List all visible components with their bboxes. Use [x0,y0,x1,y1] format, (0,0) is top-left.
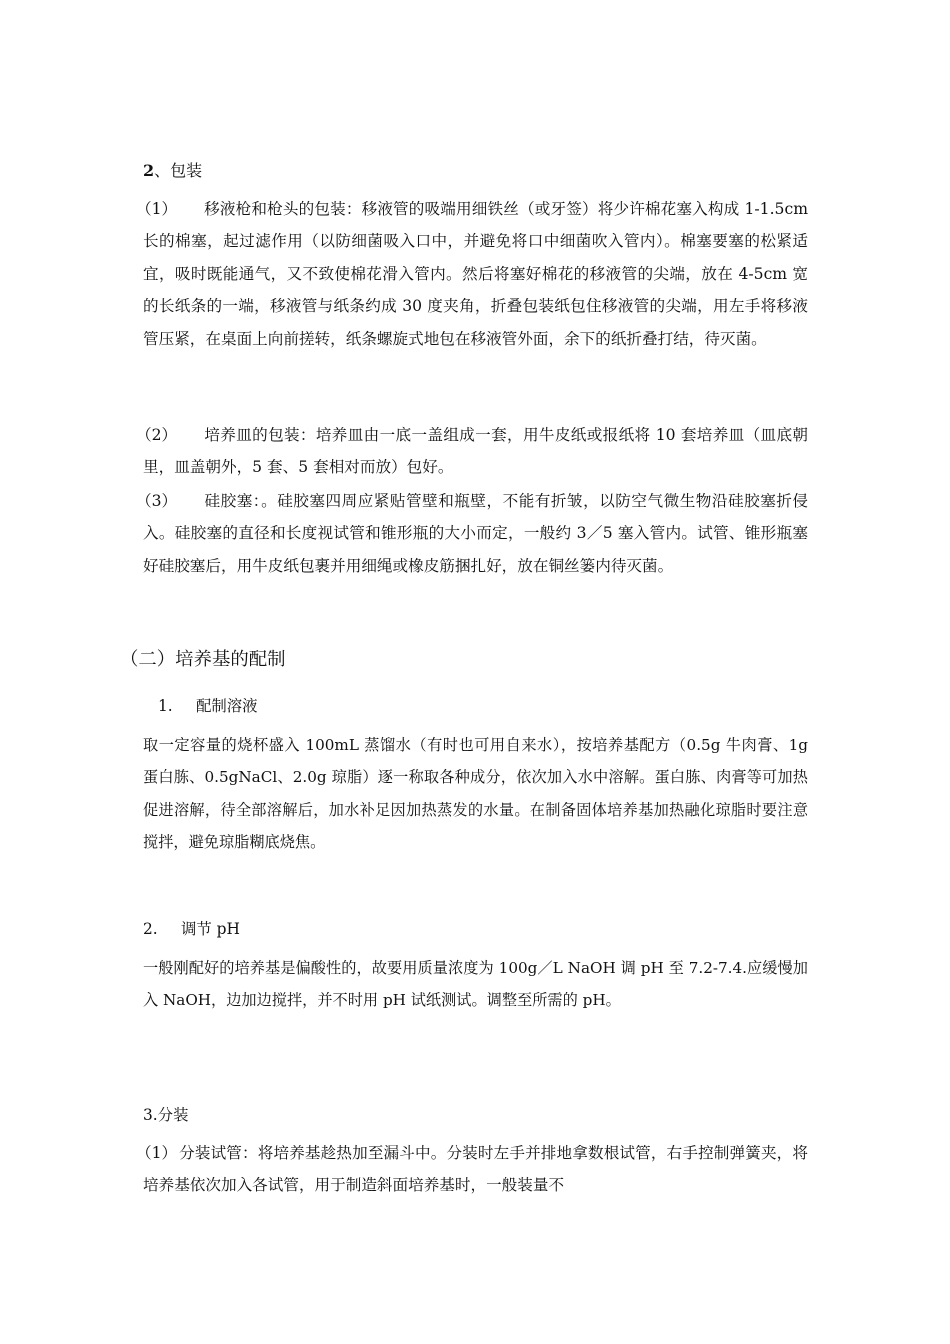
subsection-1-number: 1. [158,697,173,715]
packaging-heading-text: 、包装 [154,161,203,180]
packaging-heading-number: 2 [143,161,155,180]
subsection-3-paragraph-1 [136,1137,808,1202]
paragraph-2-number: （2） [136,426,178,444]
paragraph-2-text: 培养皿的包装：培养皿由一底一盖组成一套，用牛皮纸或报纸将 10 套培养皿（皿底朝里，皿盖朝外，5 套、5 套相对而放）包好。 [143,426,808,477]
section-title: （二）培养基的配制 [120,649,286,670]
subsection-3-title: 3.分装 [143,1106,189,1124]
subsection-3-paragraph-1-text: 分装试管：将培养基趁热加至漏斗中。分装时左手并排地拿数根试管，右手控制弹簧夹，将培养基依次加入各试管，用于制造斜面培养基时，一般装量不 [143,1144,808,1195]
paragraph-3-text: 硅胶塞：。硅胶塞四周应紧贴管壁和瓶壁，不能有折皱，以防空气微生物沿硅胶塞折侵入。硅胶塞的直径和长度视试管和锥形瓶的大小而定，一般约 3／5 塞入管内。试管、锥形瓶塞好硅胶塞后，用牛皮纸包裹并用细绳或橡皮筋捆扎好，放在铜丝篓内待灭菌。 [143,492,808,575]
paragraph-1-number: （1） [136,200,178,218]
packaging-heading [143,160,808,182]
subsection-2-title [143,918,808,940]
subsection-2-text: 一般刚配好的培养基是偏酸性的，故要用质量浓度为 100g／L NaOH 调 pH 至 7.2-7.4.应缓慢加入 NaOH，边加边搅拌，并不时用 pH 试纸测试。调整至所需的 pH。 [143,959,808,1010]
subsection-3-paragraph-1-number: （1） [136,1144,178,1162]
packaging-paragraph-2 [136,419,808,484]
paragraph-3-number: （3） [136,492,178,510]
paragraph-1-text: 移液枪和枪头的包装：移液管的吸端用细铁丝（或牙签）将少许棉花塞入构成 1-1.5cm 长的棉塞，起过滤作用（以防细菌吸入口中，并避免将口中细菌吹入管内）。棉塞要塞的松紧适宜，吸时既能通气，又不致使棉花滑入管内。然后将塞好棉花的移液管的尖端，放在 4-5cm 宽的长纸条的一端，移液管与纸条约成 30 度夹角，折叠包装纸包住移液管的尖端，用左手将移液管压紧，在桌面上向前搓转，纸条螺旋式地包在移液管外面，余下的纸折叠打结，待灭菌。 [143,200,808,348]
subsection-2-number: 2. [143,920,158,938]
packaging-paragraph-1 [136,193,808,355]
subsection-1-text: 取一定容量的烧杯盛入 100mL 蒸馏水（有时也可用自来水），按培养基配方（0.5g 牛肉膏、1g 蛋白胨、0.5gNaCl、2.0g 琼脂）逐一称取各种成分，依次加入水中溶解。蛋白胨、肉膏等可加热促进溶解，待全部溶解后，加水补足因加热蒸发的水量。在制备固体培养基加热融化琼脂时要注意搅拌，避免琼脂糊底烧焦。 [143,736,808,852]
packaging-paragraph-3 [136,485,808,582]
subsection-1-title [158,695,823,717]
subsection-1-label: 配制溶液 [196,697,258,715]
subsection-2-label: 调节 pH [181,920,240,938]
